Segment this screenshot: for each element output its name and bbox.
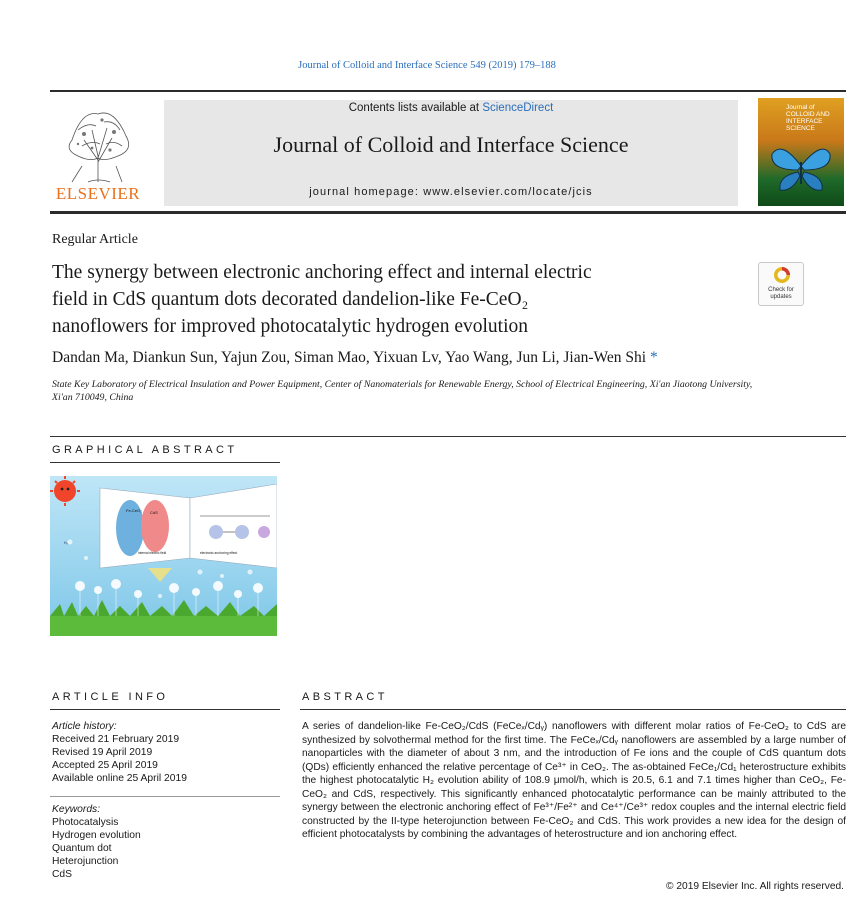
abstract-heading: ABSTRACT [302,691,388,703]
butterfly-icon [764,132,838,202]
graphical-abstract-heading: GRAPHICAL ABSTRACT [52,444,238,456]
elsevier-wordmark[interactable]: ELSEVIER [55,184,141,203]
sciencedirect-link[interactable]: ScienceDirect [482,102,554,114]
history-item: Received 21 February 2019 [52,734,180,745]
keyword-item[interactable]: CdS [52,869,73,880]
author-list[interactable] [52,349,658,367]
keyword-item[interactable]: Heterojunction [52,856,119,867]
internal-field-label: internal electric field [138,551,167,555]
check-for-updates-icon [773,266,791,284]
journal-cover-image[interactable] [758,98,844,206]
abstract-text: A series of dandelion-like Fe-CeO₂/CdS (FeCeₓ/Cdᵧ) nanoflowers with different molar ratios of Fe-CeO₂ to CdS are synthesized by solvothermal method for the first time. The FeCeₓ/Cdᵧ nanoflowers are assembled by a large number of nanoparticles with the diameter of about 3 nm, and the introduction of Fe ions and the couple of CdS quantum dots (QDs) efficiently enhanced the relative percentage of Ce³⁺ in CeO₂. The as-obtained FeCe₁/Cd₁ heterostructure exhibits the highest photocatalytic H₂ evolution ability of 108.9 μmol/h, which is 20.5, 6.1 and 7.1 times higher than CeO₂, Fe-CeO₂ and CdS, respectively. This significantly enhanced photocatalytic performance can be mainly attributed to the synergy between the electronic anchoring effect of Fe³⁺/Fe²⁺ and Ce⁴⁺/Ce³⁺ redox couples and the internal electric field constructed by the II-type heterojunction between Fe-CeO₂ and CdS. This work provides a new idea for the design of efficient photocatalysts by combining the advantages of heterostructure and ion anchoring effect. [302,721,846,841]
keyword-item[interactable]: Photocatalysis [52,817,119,828]
section-underline [50,462,280,463]
title-line: nanoflowers for improved photocatalytic hydrogen evolution [52,316,528,337]
cover-title: Journal of COLLOID AND INTERFACE SCIENCE [786,104,830,132]
anchoring-label: electronic anchoring effect [200,551,238,555]
keyword-item[interactable]: Hydrogen evolution [52,830,141,841]
section-divider [50,436,846,437]
masthead-top-rule [50,90,846,92]
h2-label: H₂ [64,541,68,545]
article-history [52,720,187,785]
title-line: field in CdS quantum dots decorated dandelion-like Fe-CeO₂ [52,289,529,310]
copyright-notice: © 2019 Elsevier Inc. All rights reserved. [666,881,844,892]
title-line: The synergy between electronic anchoring effect and internal electric [52,262,592,283]
article-info-divider [50,796,280,797]
contents-line [164,102,738,114]
keywords-label: Keywords: [52,804,101,815]
authors-text[interactable]: Dandan Ma, Diankun Sun, Yajun Zou, Siman Mao, Yixuan Lv, Yao Wang, Jun Li, Jian-Wen Shi [52,349,647,366]
article-info-heading: ARTICLE INFO [52,691,169,703]
affiliation-line: State Key Laboratory of Electrical Insulation and Power Equipment, Center of Nanomaterials for Renewable Energy, School of Electrical Engineering, Xi'an Jiaotong University, [52,379,753,390]
paper-title [52,259,742,340]
affiliation-line: Xi'an 710049, China [52,392,134,403]
journal-homepage[interactable]: journal homepage: www.elsevier.com/locate/jcis [309,186,593,198]
masthead-bottom-rule [50,211,846,214]
article-info-rule [50,709,280,710]
contents-prefix: Contents lists available at [348,102,483,114]
history-item: Accepted 25 April 2019 [52,760,158,771]
affiliation [52,378,842,404]
article-type: Regular Article [52,232,138,247]
history-label: Article history: [52,721,117,732]
corresponding-author-mark[interactable]: * [649,349,658,366]
keyword-item[interactable]: Quantum dot [52,843,112,854]
check-for-updates-label[interactable]: Check for updates [768,287,794,300]
fe-ceo2-label: Fe-CeO₂ [126,508,142,513]
keywords [52,803,141,881]
journal-citation[interactable]: Journal of Colloid and Interface Science 549 (2019) 179–188 [298,60,556,71]
history-item: Available online 25 April 2019 [52,773,187,784]
abstract-rule [300,709,846,710]
journal-title[interactable]: Journal of Colloid and Interface Science [273,132,629,157]
cds-label: CdS [150,510,158,515]
graphical-abstract-image[interactable] [50,476,277,636]
history-item: Revised 19 April 2019 [52,747,153,758]
